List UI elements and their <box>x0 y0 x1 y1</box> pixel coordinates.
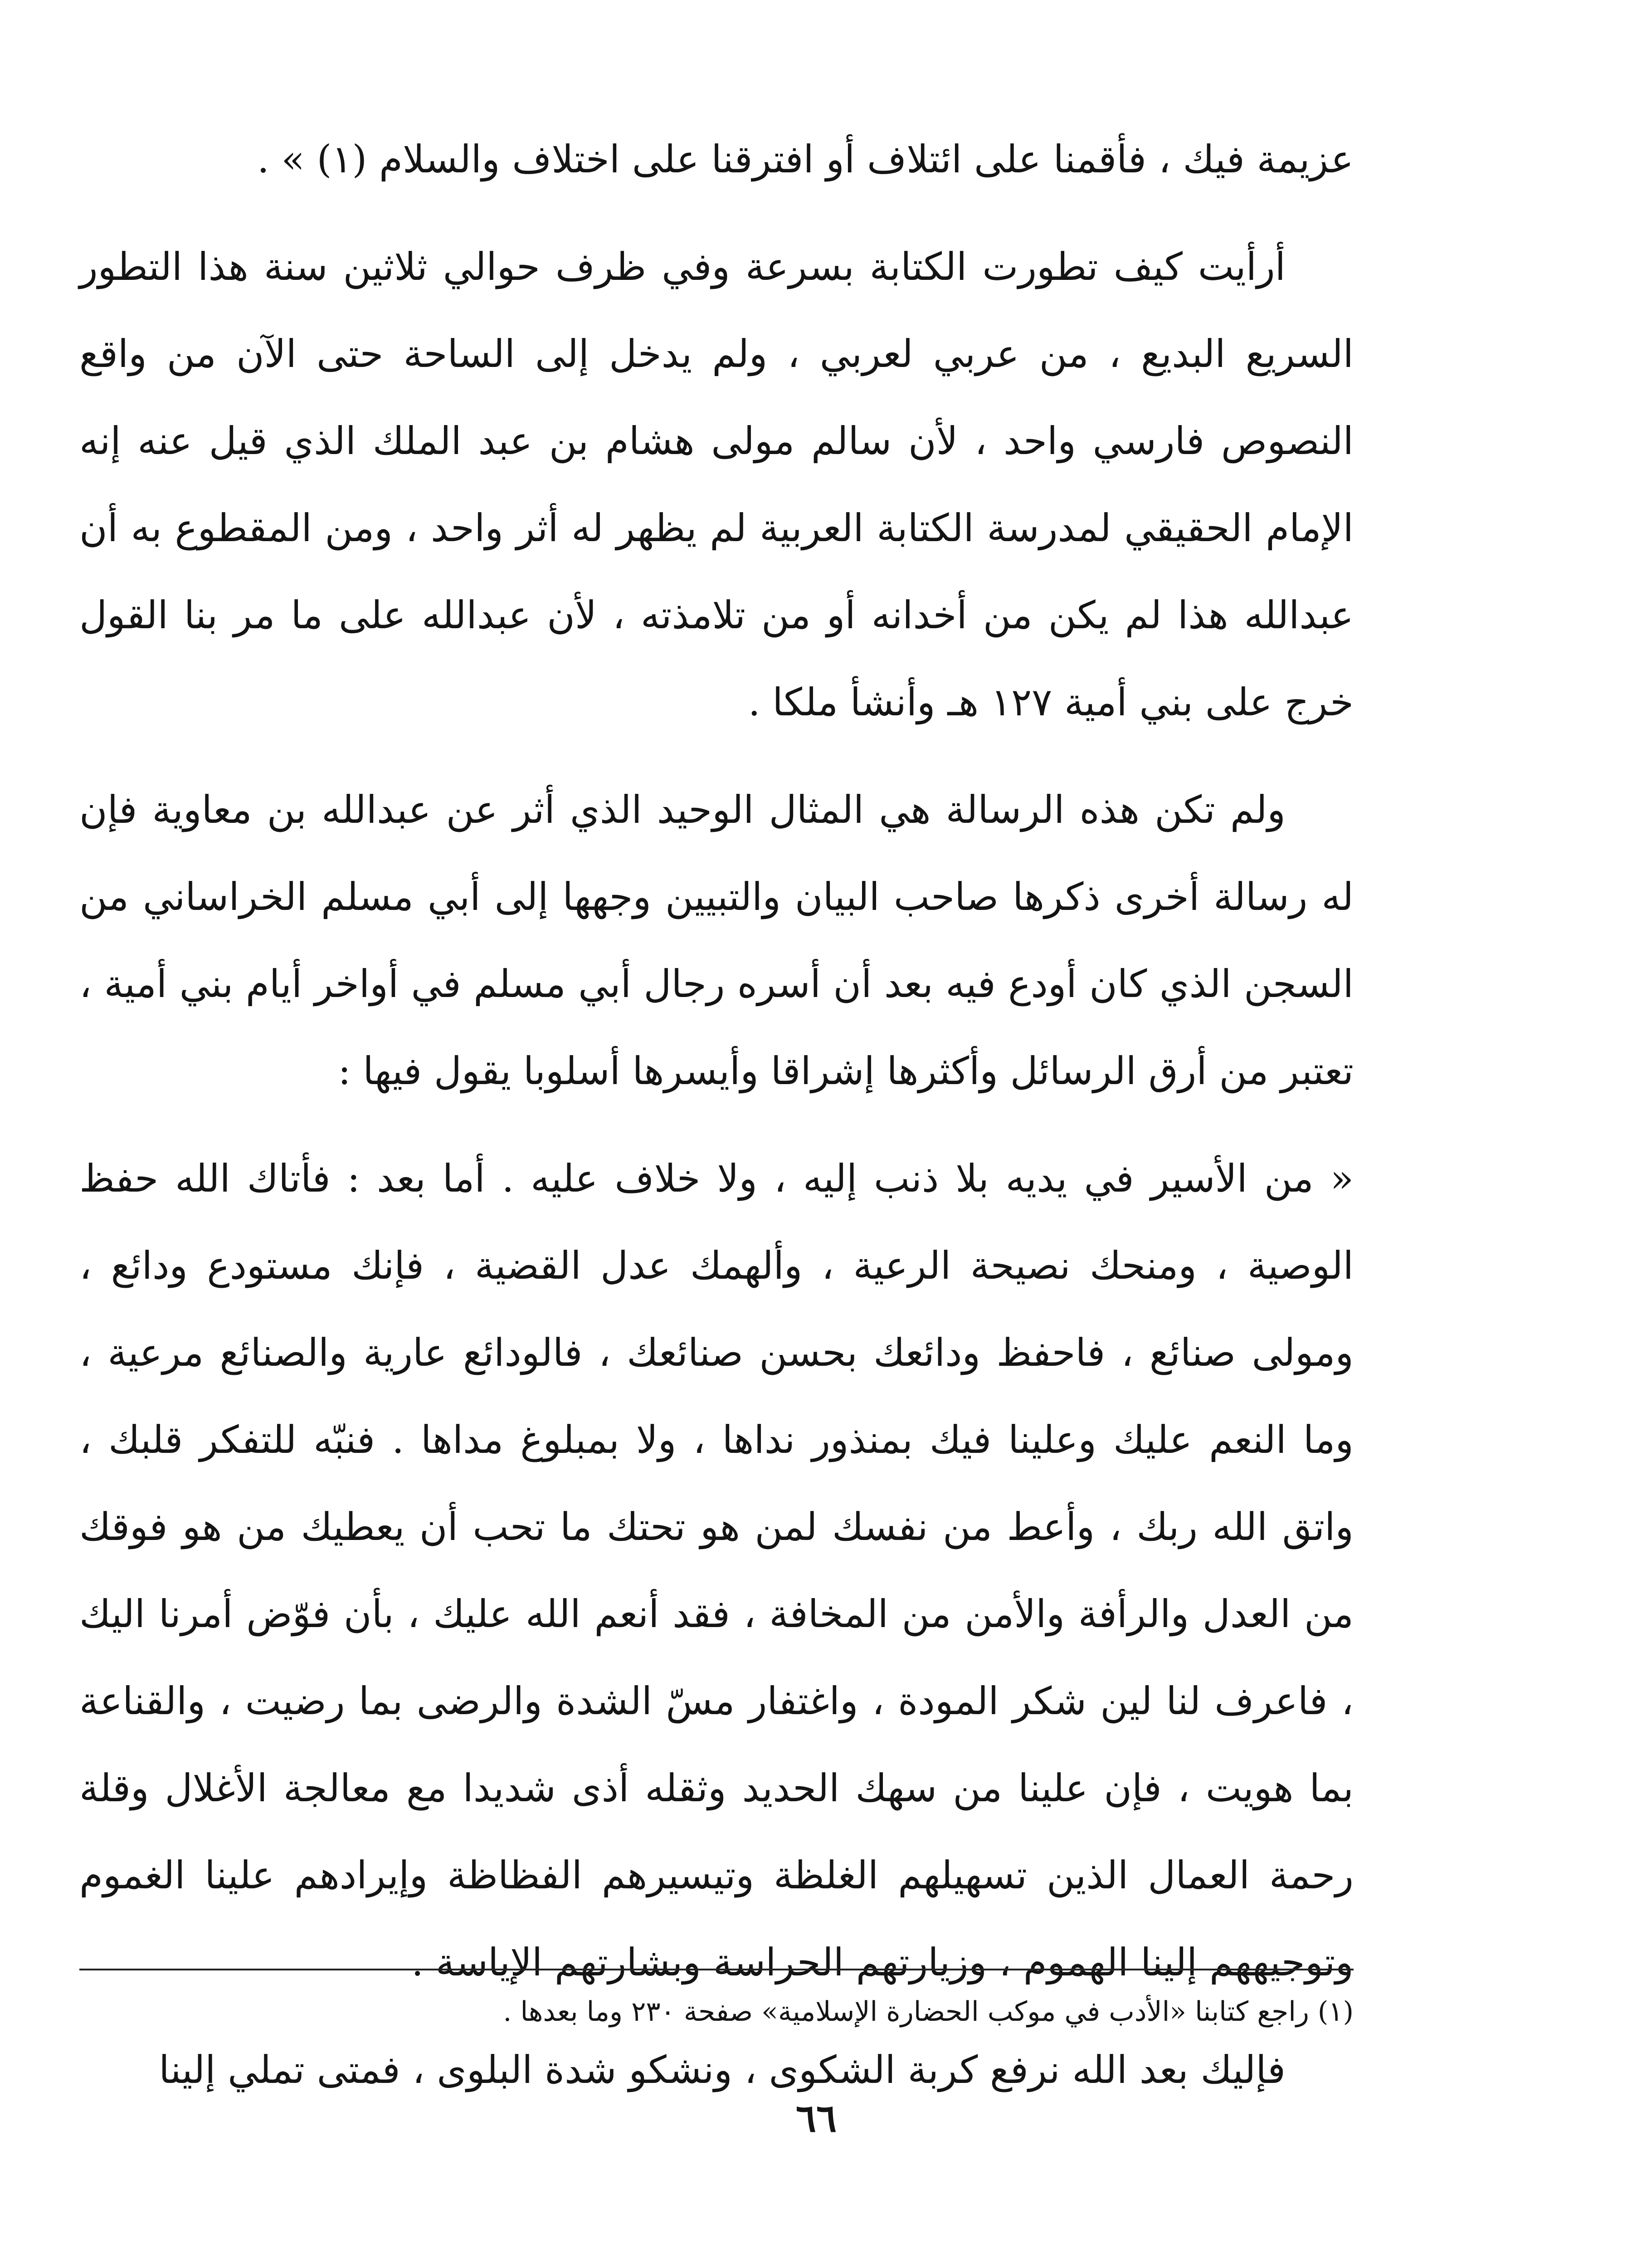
paragraph-second-letter: ولم تكن هذه الرسالة هي المثال الوحيد الذي أثر عن عبدالله بن معاوية فإن له رسالة أخرى ذكرها صاحب البيان والتبيين وجهها إلى أبي مسلم الخراساني من السجن الذي كان أودع فيه بعد أن أسره رجال أبي مسلم في أواخر أيام بني أمية ، تعتبر من أرق الرسائل وأكثرها إشراقا وأيسرها أسلوبا يقول فيها : <box>79 787 1354 1093</box>
body-text <box>79 116 1354 2113</box>
paragraph-closing-line: فإليك بعد الله نرفع كربة الشكوى ، ونشكو شدة البلوى ، فمتى تملي إلينا <box>159 2048 1286 2092</box>
footnote-divider <box>79 1969 1354 1970</box>
paragraph-continuation: عزيمة فيك ، فأقمنا على ائتلاف أو افترقنا على اختلاف والسلام (١) » . <box>257 137 1354 181</box>
footnote: (١) راجع كتابنا «الأدب في موكب الحضارة الإسلامية» صفحة ٢٣٠ وما بعدها . <box>503 1996 1354 2028</box>
paragraph-letter-quote: « من الأسير في يديه بلا ذنب إليه ، ولا خلاف عليه . أما بعد : فأتاك الله حفظ الوصية ، ومنحك نصيحة الرعية ، وألهمك عدل القضية ، فإنك مستودع ودائع ، ومولى صنائع ، فاحفظ ودائعك بحسن صنائعك ، فالودائع عارية والصنائع مرعية ، وما النعم عليك وعلينا فيك بمنذور نداها ، ولا بمبلوغ مداها . فنبّه للتفكر قلبك ، واتق الله ربك ، وأعط من نفسك لمن هو تحتك ما تحب أن يعطيك من هو فوقك من العدل والرأفة والأمن من المخافة ، فقد أنعم الله عليك ، بأن فوّض أمرنا اليك ، فاعرف لنا لين شكر المودة ، واغتفار مسّ الشدة والرضى بما رضيت ، والقناعة بما هويت ، فإن علينا من سهك الحديد وثقله أذى شديدا مع معالجة الأغلال وقلة رحمة العمال الذين تسهيلهم الغلظة وتيسيرهم الفظاظة وإيرادهم علينا الغموم وتوجيههم إلينا الهموم ، وزيارتهم الحراسة وبشارتهم الإياسة . <box>79 1156 1354 1984</box>
paragraph-writing-evolution: أرأيت كيف تطورت الكتابة بسرعة وفي ظرف حوالي ثلاثين سنة هذا التطور السريع البديع ، من عربي لعربي ، ولم يدخل إلى الساحة حتى الآن من واقع النصوص فارسي واحد ، لأن سالم مولى هشام بن عبد الملك الذي قيل عنه إنه الإمام الحقيقي لمدرسة الكتابة العربية لم يظهر له أثر واحد ، ومن المقطوع به أن عبدالله هذا لم يكن من أخدانه أو من تلامذته ، لأن عبدالله على ما مر بنا القول خرج على بني أمية ١٢٧ هـ وأنشأ ملكا . <box>79 244 1354 724</box>
page-number: ٦٦ <box>795 2096 837 2141</box>
